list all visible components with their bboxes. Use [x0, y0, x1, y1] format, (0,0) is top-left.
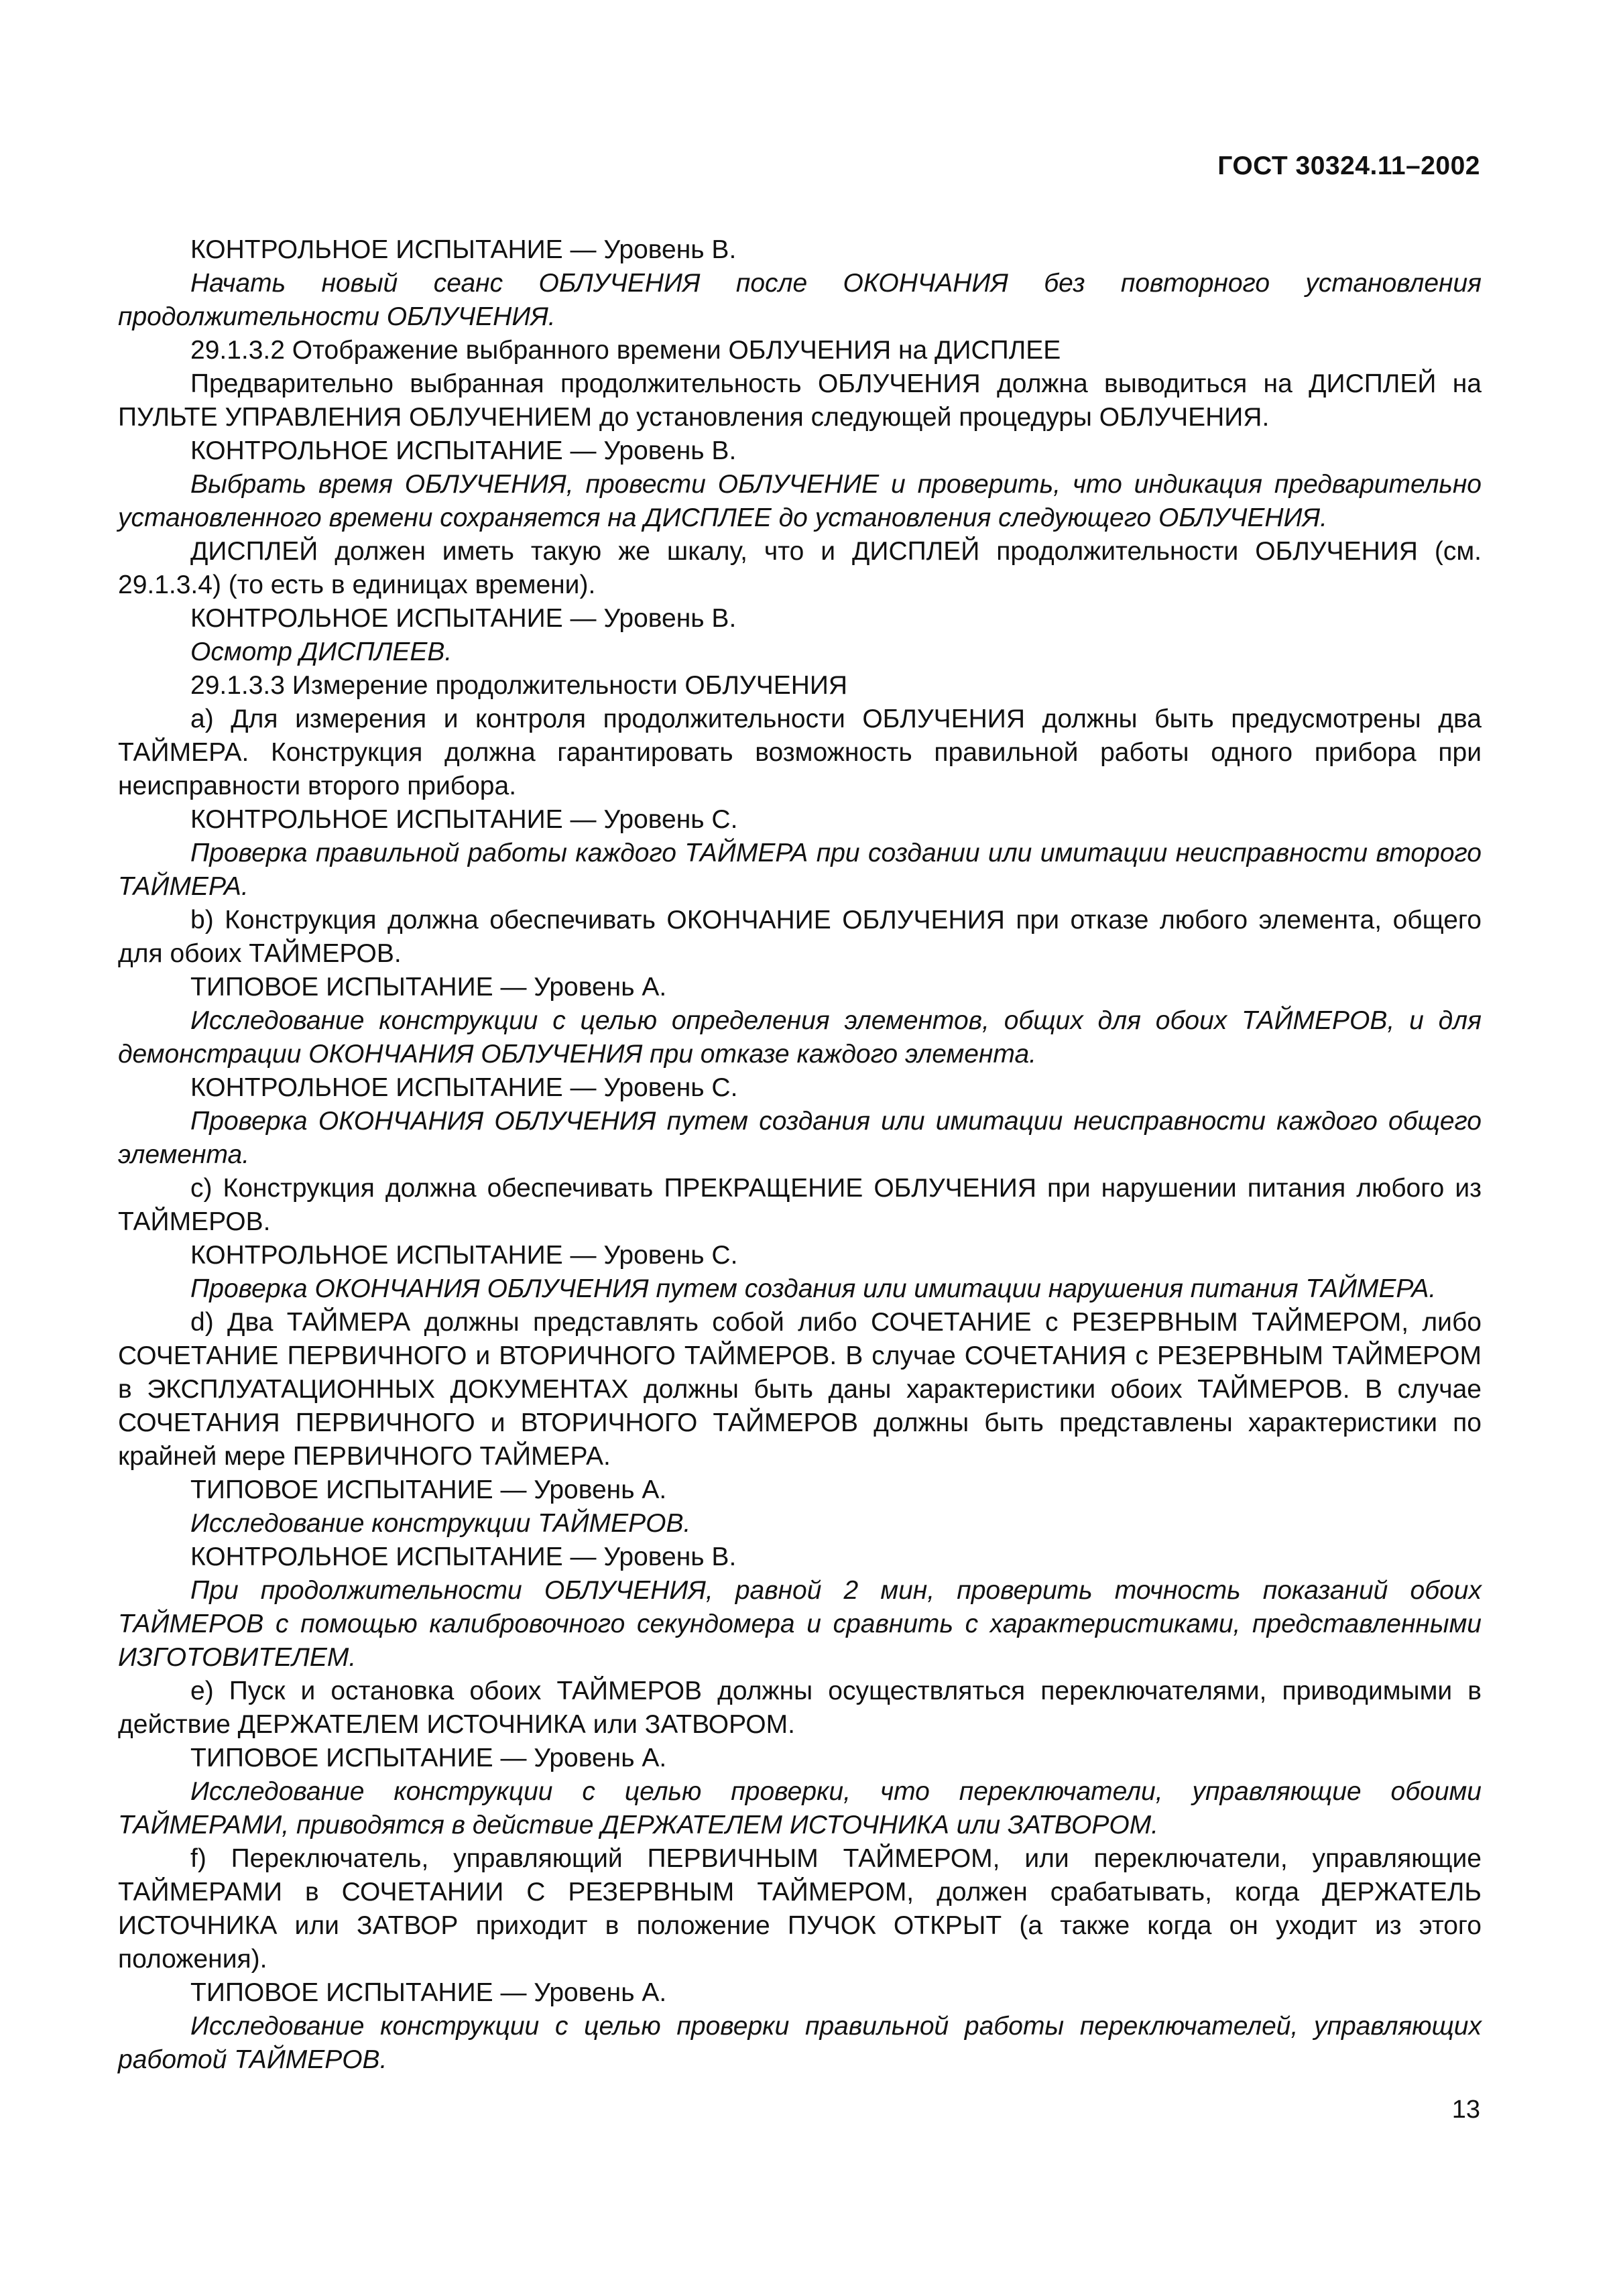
body-paragraph: f) Переключатель, управляющий ПЕРВИЧНЫМ ТАЙМЕРОМ, или переключатели, управляющие ТАЙМЕРАМИ в СОЧЕТАНИИ С РЕЗЕРВНЫМ ТАЙМЕРОМ, должен срабатывать, когда ДЕРЖАТЕЛЬ ИСТОЧНИКА или ЗАТВОР приходит в положение ПУЧОК ОТКРЫТ (а также когда он уходит из этого положения). [118, 1844, 1482, 1974]
test-procedure-paragraph: Исследование конструкции с целью проверки, что переключатели, управляющие обоими ТАЙМЕРАМИ, приводятся в действие ДЕРЖАТЕЛЕМ ИСТОЧНИКА или ЗАТВОРОМ. [118, 1777, 1482, 1839]
body-paragraph: Предварительно выбранная продолжительность ОБЛУЧЕНИЯ должна выводиться на ДИСПЛЕЙ на ПУЛЬТЕ УПРАВЛЕНИЯ ОБЛУЧЕНИЕМ до установления следующей процедуры ОБЛУЧЕНИЯ. [118, 369, 1482, 432]
body-paragraph: d) Два ТАЙМЕРА должны представлять собой либо СОЧЕТАНИЕ с РЕЗЕРВНЫМ ТАЙМЕРОМ, либо СОЧЕТАНИЕ ПЕРВИЧНОГО и ВТОРИЧНОГО ТАЙМЕРОВ. В случае СОЧЕТАНИЯ с РЕЗЕРВНЫМ ТАЙМЕРОМ в ЭКСПЛУАТАЦИОННЫХ ДОКУМЕНТАХ должны быть даны характеристики обоих ТАЙМЕРОВ. В случае СОЧЕТАНИЯ ПЕРВИЧНОГО и ВТОРИЧНОГО ТАЙМЕРОВ должны быть представлены характеристики по крайней мере ПЕРВИЧНОГО ТАЙМЕРА. [118, 1308, 1482, 1471]
body-paragraph: 29.1.3.2 Отображение выбранного времени ОБЛУЧЕНИЯ на ДИСПЛЕЕ [190, 336, 1061, 365]
body-paragraph: с) Конструкция должна обеспечивать ПРЕКРАЩЕНИЕ ОБЛУЧЕНИЯ при нарушении питания любого из ТАЙМЕРОВ. [118, 1174, 1482, 1236]
test-procedure-paragraph: Осмотр ДИСПЛЕЕВ. [190, 638, 453, 666]
standard-number: ГОСТ 30324.11–2002 [1217, 152, 1480, 180]
body-paragraph: е) Пуск и остановка обоих ТАЙМЕРОВ должны осуществляться переключателями, приводимыми в действие ДЕРЖАТЕЛЕМ ИСТОЧНИКА или ЗАТВОРОМ. [118, 1677, 1482, 1739]
test-procedure-paragraph: Начать новый сеанс ОБЛУЧЕНИЯ после ОКОНЧАНИЯ без повторного установления продолжительности ОБЛУЧЕНИЯ. [118, 269, 1482, 331]
page-number: 13 [1451, 2096, 1480, 2124]
body-paragraph: КОНТРОЛЬНОЕ ИСПЫТАНИЕ — Уровень С. [190, 805, 738, 834]
body-paragraph: КОНТРОЛЬНОЕ ИСПЫТАНИЕ — Уровень С. [190, 1241, 738, 1270]
body-paragraph: КОНТРОЛЬНОЕ ИСПЫТАНИЕ — Уровень В. [190, 436, 737, 465]
test-procedure-paragraph: Исследование конструкции ТАЙМЕРОВ. [190, 1509, 691, 1538]
body-paragraph: ТИПОВОЕ ИСПЫТАНИЕ — Уровень А. [190, 1978, 667, 2007]
test-procedure-paragraph: Проверка правильной работы каждого ТАЙМЕРА при создании или имитации неисправности второго ТАЙМЕРА. [118, 839, 1482, 901]
body-paragraph: а) Для измерения и контроля продолжительности ОБЛУЧЕНИЯ должны быть предусмотрены два ТАЙМЕРА. Конструкция должна гарантировать возможность правильной работы одного прибора при неисправности второго прибора. [118, 705, 1482, 800]
document-body [118, 233, 1482, 2077]
body-paragraph: b) Конструкция должна обеспечивать ОКОНЧАНИЕ ОБЛУЧЕНИЯ при отказе любого элемента, общего для обоих ТАЙМЕРОВ. [118, 906, 1482, 968]
test-procedure-paragraph: Выбрать время ОБЛУЧЕНИЯ, провести ОБЛУЧЕНИЕ и проверить, что индикация предварительно установленного времени сохраняется на ДИСПЛЕЕ до установления следующего ОБЛУЧЕНИЯ. [118, 470, 1482, 532]
test-procedure-paragraph: Проверка ОКОНЧАНИЯ ОБЛУЧЕНИЯ путем создания или имитации неисправности каждого общего элемента. [118, 1107, 1482, 1169]
body-paragraph: ДИСПЛЕЙ должен иметь такую же шкалу, что и ДИСПЛЕЙ продолжительности ОБЛУЧЕНИЯ (см. 29.1.3.4) (то есть в единицах времени). [118, 537, 1482, 599]
test-procedure-paragraph: Проверка ОКОНЧАНИЯ ОБЛУЧЕНИЯ путем создания или имитации нарушения питания ТАЙМЕРА. [190, 1274, 1437, 1303]
body-paragraph: КОНТРОЛЬНОЕ ИСПЫТАНИЕ — Уровень С. [190, 1073, 738, 1102]
body-paragraph: КОНТРОЛЬНОЕ ИСПЫТАНИЕ — Уровень В. [190, 604, 737, 633]
test-procedure-paragraph: Исследование конструкции с целью проверки правильной работы переключателей, управляющих работой ТАЙМЕРОВ. [118, 2012, 1482, 2074]
body-paragraph: ТИПОВОЕ ИСПЫТАНИЕ — Уровень А. [190, 1475, 667, 1504]
body-paragraph: ТИПОВОЕ ИСПЫТАНИЕ — Уровень А. [190, 1744, 667, 1772]
document-header [1217, 152, 1480, 181]
body-paragraph: ТИПОВОЕ ИСПЫТАНИЕ — Уровень А. [190, 973, 667, 1002]
test-procedure-paragraph: При продолжительности ОБЛУЧЕНИЯ, равной 2 мин, проверить точность показаний обоих ТАЙМЕРОВ с помощью калибровочного секундомера и сравнить с характеристиками, представленными ИЗГОТОВИТЕЛЕМ. [118, 1576, 1482, 1672]
test-procedure-paragraph: Исследование конструкции с целью определения элементов, общих для обоих ТАЙМЕРОВ, и для демонстрации ОКОНЧАНИЯ ОБЛУЧЕНИЯ при отказе каждого элемента. [118, 1006, 1482, 1069]
body-paragraph: 29.1.3.3 Измерение продолжительности ОБЛУЧЕНИЯ [190, 671, 848, 700]
body-paragraph: КОНТРОЛЬНОЕ ИСПЫТАНИЕ — Уровень В. [190, 235, 737, 264]
body-paragraph: КОНТРОЛЬНОЕ ИСПЫТАНИЕ — Уровень В. [190, 1543, 737, 1571]
